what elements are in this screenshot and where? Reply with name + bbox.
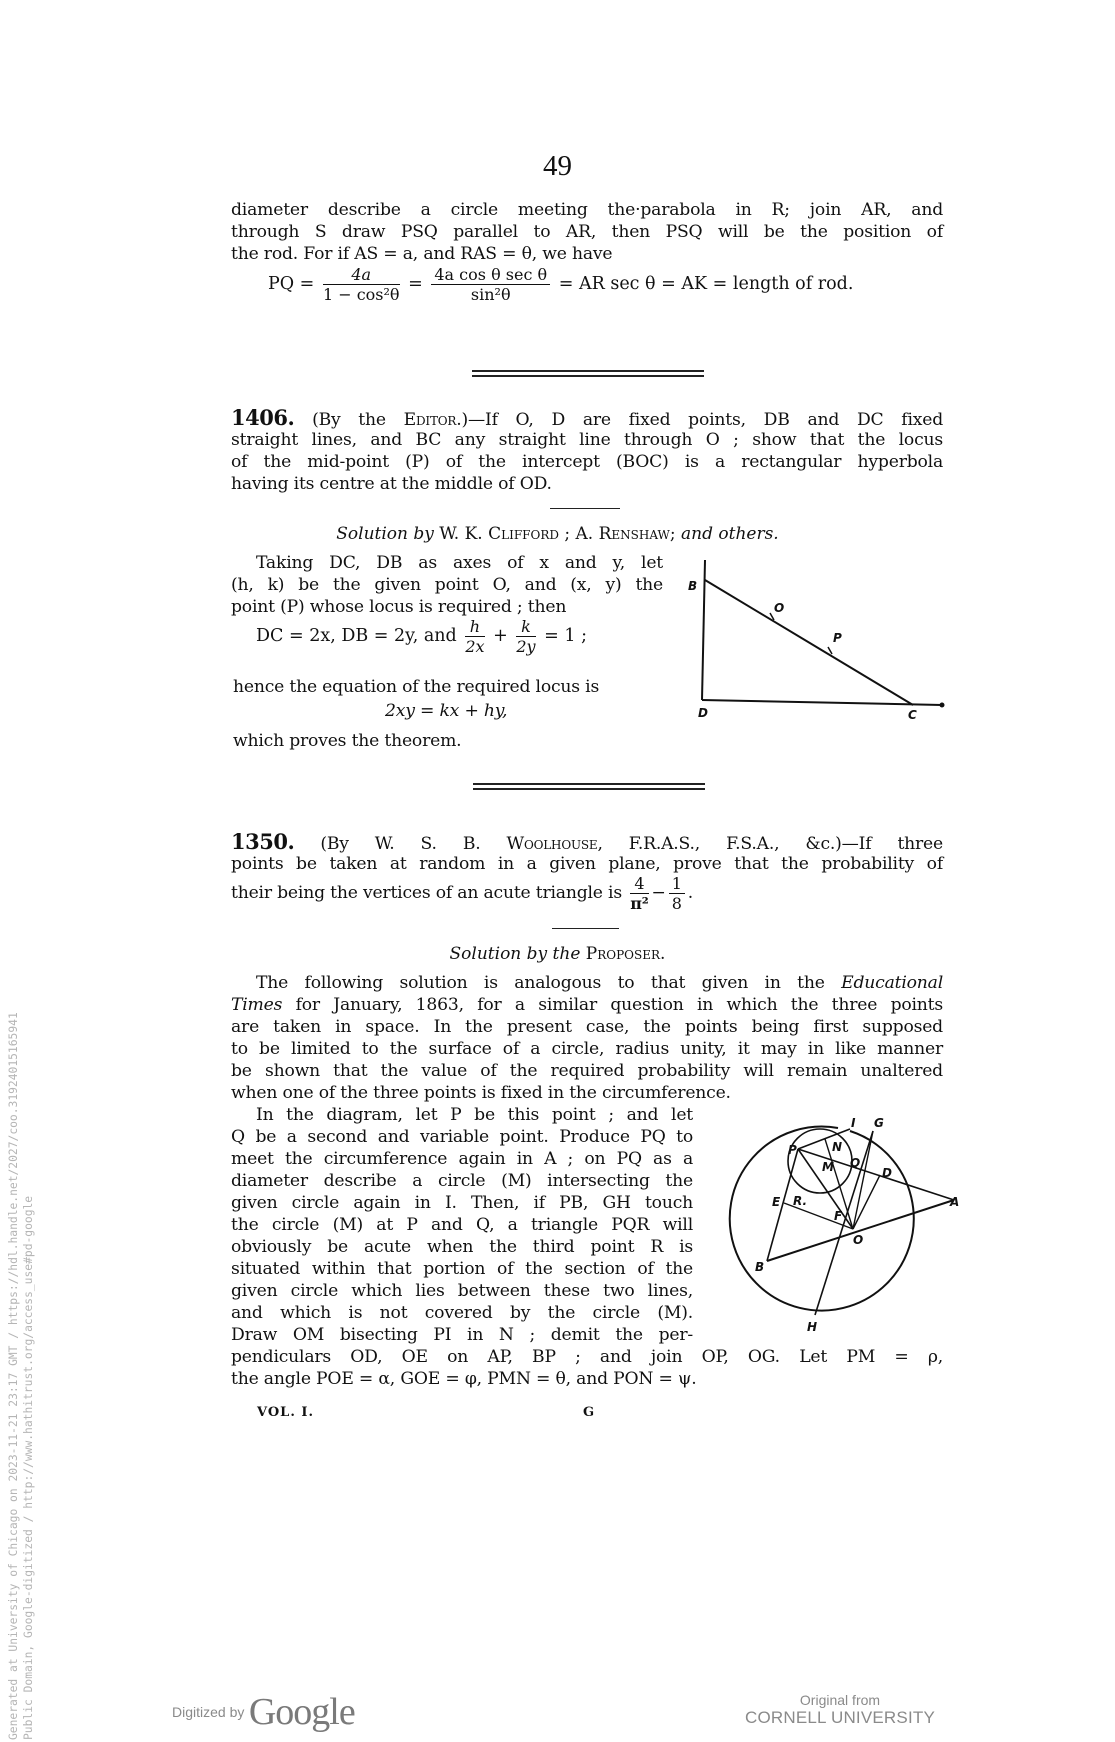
intro-line-2: through S draw PSQ parallel to AR, then PSQ will be the position of	[231, 222, 943, 242]
fig-label-g: G	[874, 1116, 884, 1130]
para2-line-8: situated within that portion of the section of the	[231, 1259, 693, 1279]
solver-clifford: Clifford	[488, 524, 559, 544]
watermark-line-1: Generated at University of Chicago on 2023-11-21 23:17 GMT / https://hdl.handle.net/2027/coo.31924015165941	[7, 1012, 20, 1740]
solver-renshaw: Renshaw	[598, 524, 670, 544]
line-3-text: their being the vertices of an acute triangle is	[231, 883, 622, 903]
watermark-line-2: Public Domain, Google-digitized / http://www.hathitrust.org/access_use#pd-google	[22, 1195, 35, 1740]
para1-line-6: when one of the three points is fixed in the circumference.	[231, 1083, 731, 1103]
figure-circle-m	[788, 1129, 852, 1193]
problem-1350-header	[231, 831, 943, 855]
fig-label-p: P	[788, 1143, 797, 1157]
eq-fraction-2	[431, 265, 550, 304]
attribution-editor: Editor	[403, 410, 457, 430]
eq-text-post: = 1 ;	[544, 626, 587, 646]
short-divider	[550, 508, 620, 509]
para1-line-1-text: The following solution is analogous to that given in the	[256, 973, 825, 993]
figure-arrow-tip	[940, 703, 945, 708]
solution-1406-line-1: Taking DC, DB as axes of x and y, let	[256, 553, 663, 573]
frac-2y-denominator: 2y	[516, 637, 536, 656]
frac-1-8	[669, 874, 685, 913]
solver-proposer: Proposer	[585, 944, 661, 964]
digitized-by-text: Digitized by	[172, 1704, 245, 1720]
fig-label-a: A	[950, 1195, 960, 1209]
para2-line-2: Q be a second and variable point. Produce PQ to	[231, 1127, 693, 1147]
attribution-pre: (By W. S. B.	[320, 834, 507, 854]
page-number: 49	[543, 150, 572, 182]
frac-4-pi-squared	[630, 874, 648, 913]
fig-label-i: I	[851, 1116, 856, 1130]
para2-line-11: Draw OM bisecting PI in N ; demit the per-	[231, 1325, 693, 1345]
fig-label-d: D	[882, 1166, 892, 1180]
figure-line-og	[853, 1131, 873, 1229]
figure-line-db	[702, 560, 705, 700]
heading-period: .	[660, 944, 666, 964]
frac-4-numerator: 4	[630, 874, 648, 894]
para1-line-4: to be limited to the surface of a circle, radius unity, it may in like manner	[231, 1039, 943, 1059]
frac-8-denominator: 8	[671, 894, 682, 913]
figure-label-c: C	[908, 708, 917, 722]
eq-fraction-1	[323, 265, 400, 304]
para1-line-5: be shown that the value of the required probability will remain unaltered	[231, 1061, 943, 1081]
frac-k-2y	[516, 617, 535, 656]
fig-label-r: R.	[793, 1194, 808, 1208]
figure-line-ba	[767, 1200, 954, 1261]
google-logo: Google	[248, 1691, 355, 1733]
solution-by: Solution by	[336, 524, 434, 544]
figure-triangle-bdc	[680, 550, 950, 720]
problem-1406-line-4: having its centre at the middle of OD.	[231, 474, 552, 494]
section-divider-2-top	[473, 783, 705, 785]
institution-name: CORNELL UNIVERSITY	[744, 1708, 935, 1727]
eq-plus: +	[493, 626, 508, 646]
intro-line-3: the rod. For if AS = a, and RAS = θ, we have	[231, 244, 613, 264]
eq-fraction-2-numerator: 4a cos θ sec θ	[431, 265, 550, 285]
section-divider-double-top	[472, 370, 704, 372]
intro-line-1: diameter describe a circle meeting the·parabola in R; join AR, and	[231, 200, 943, 220]
solution-1406-hence: hence the equation of the required locus is	[233, 677, 600, 697]
attribution-post: .)—If O, D are fixed points, DB and DC fixed	[456, 410, 944, 430]
solver-sep: ; A.	[558, 524, 599, 544]
line-3-period: .	[687, 883, 693, 903]
para1-line-2-text: for January, 1863, for a similar question in which the three points	[295, 995, 944, 1015]
frac-k-numerator: k	[516, 617, 535, 637]
original-from	[735, 1692, 945, 1728]
problem-1350-line-2: points be taken at random in a given plane, prove that the probability of	[231, 854, 943, 874]
hathitrust-watermark	[6, 1012, 36, 1740]
solver-initials: W. K.	[439, 524, 489, 544]
short-divider-2	[552, 928, 619, 929]
pq-equation	[268, 265, 853, 304]
solution-1350-heading	[0, 944, 1115, 964]
para2-line-7: obviously be acute when the third point R is	[231, 1237, 693, 1257]
para1-line-1	[256, 972, 943, 994]
para2-line-9: given circle which lies between these two lines,	[231, 1281, 693, 1301]
signature-mark: G	[583, 1405, 596, 1420]
times-italic: Times	[231, 995, 283, 1015]
figure-tick-p	[828, 647, 832, 654]
fig-label-b: B	[755, 1260, 765, 1274]
attribution-post: , F.R.A.S., F.S.A., &c.)—If three	[597, 834, 943, 854]
minus-sign: −	[651, 883, 666, 903]
attribution-woolhouse: Woolhouse	[506, 834, 598, 854]
solution-1406-proves: which proves the theorem.	[233, 731, 462, 751]
figure-label-p: P	[833, 631, 842, 645]
solution-1406-heading: Solution by W. K. Clifford ; A. Renshaw; and others.	[336, 524, 779, 544]
para2-line-3: meet the circumference again in A ; on PQ as a	[231, 1149, 693, 1169]
eq-lhs: PQ =	[268, 274, 315, 294]
problem-1406-line-2: straight lines, and BC any straight line through O ; show that the locus	[231, 430, 943, 450]
eq-fraction-1-numerator: 4a	[323, 265, 400, 285]
figure-line-gh	[815, 1131, 873, 1315]
solution-1406-line-3: point (P) whose locus is required ; then	[231, 597, 567, 617]
frac-pi-squared-denominator: π²	[630, 894, 649, 913]
solution-1406-line-2: (h, k) be the given point O, and (x, y) the	[231, 575, 663, 595]
fig-label-m: M	[822, 1160, 834, 1174]
figure-label-d: D	[698, 706, 708, 720]
solution-1406-equation	[256, 617, 587, 656]
figure-label-o: O	[774, 601, 785, 615]
para2-line-1: In the diagram, let P be this point ; and let	[256, 1105, 693, 1125]
para2-line-13: the angle POE = α, GOE = φ, PMN = θ, and PON = ψ.	[231, 1369, 697, 1389]
and-others: and others.	[681, 524, 779, 544]
frac-2x-denominator: 2x	[465, 637, 485, 656]
fig-label-f: F	[834, 1209, 843, 1223]
fig-label-q: Q	[850, 1156, 861, 1170]
solution-by-the: Solution by the	[449, 944, 581, 964]
fig-label-h: H	[807, 1320, 818, 1334]
problem-1350-line-3	[231, 874, 943, 913]
volume-label: VOL. I.	[257, 1405, 314, 1420]
fig-label-n: N	[832, 1140, 843, 1154]
frac-h-2x	[465, 617, 484, 656]
para2-line-12: pendiculars OD, OE on AP, BP ; and join OP, OG. Let PM = ρ,	[231, 1347, 943, 1367]
para2-line-6: the circle (M) at P and Q, a triangle PQR will	[231, 1215, 693, 1235]
para1-line-3: are taken in space. In the present case, the points being first supposed	[231, 1017, 943, 1037]
para2-line-10: and which is not covered by the circle (M).	[231, 1303, 693, 1323]
eq-equals: =	[408, 274, 423, 294]
eq-fraction-1-denominator: 1 − cos²θ	[322, 285, 400, 304]
problem-number: 1406.	[231, 405, 295, 430]
figure-line-bc	[705, 580, 913, 705]
problem-1406-header	[231, 407, 943, 431]
figure-label-b: B	[688, 579, 698, 593]
frac-h-numerator: h	[465, 617, 484, 637]
eq-fraction-2-denominator: sin²θ	[470, 285, 511, 304]
original-from-text: Original from	[799, 1692, 881, 1708]
problem-1406-line-3: of the mid-point (P) of the intercept (BOC) is a rectangular hyperbola	[231, 452, 943, 472]
attribution-pre: (By the	[312, 410, 404, 430]
digitized-by-google	[172, 1690, 355, 1734]
para1-line-2	[231, 994, 943, 1016]
section-divider-double-bottom	[472, 375, 704, 377]
para2-line-4: diameter describe a circle (M) intersecting the	[231, 1171, 693, 1191]
figure-circle-diagram	[710, 1105, 960, 1335]
eq-rhs: = AR sec θ = AK = length of rod.	[558, 274, 854, 294]
problem-number: 1350.	[231, 829, 295, 854]
frac-1-numerator: 1	[669, 874, 685, 894]
educational-italic: Educational	[841, 973, 944, 993]
section-divider-2-bottom	[473, 788, 705, 790]
fig-label-e: E	[772, 1195, 781, 1209]
solution-1406-locus: 2xy = kx + hy,	[385, 701, 508, 721]
fig-label-o: O	[853, 1233, 864, 1247]
eq-text-pre: DC = 2x, DB = 2y, and	[256, 626, 457, 646]
para2-line-5: given circle again in I. Then, if PB, GH touch	[231, 1193, 693, 1213]
figure-main-circle	[730, 1127, 914, 1311]
